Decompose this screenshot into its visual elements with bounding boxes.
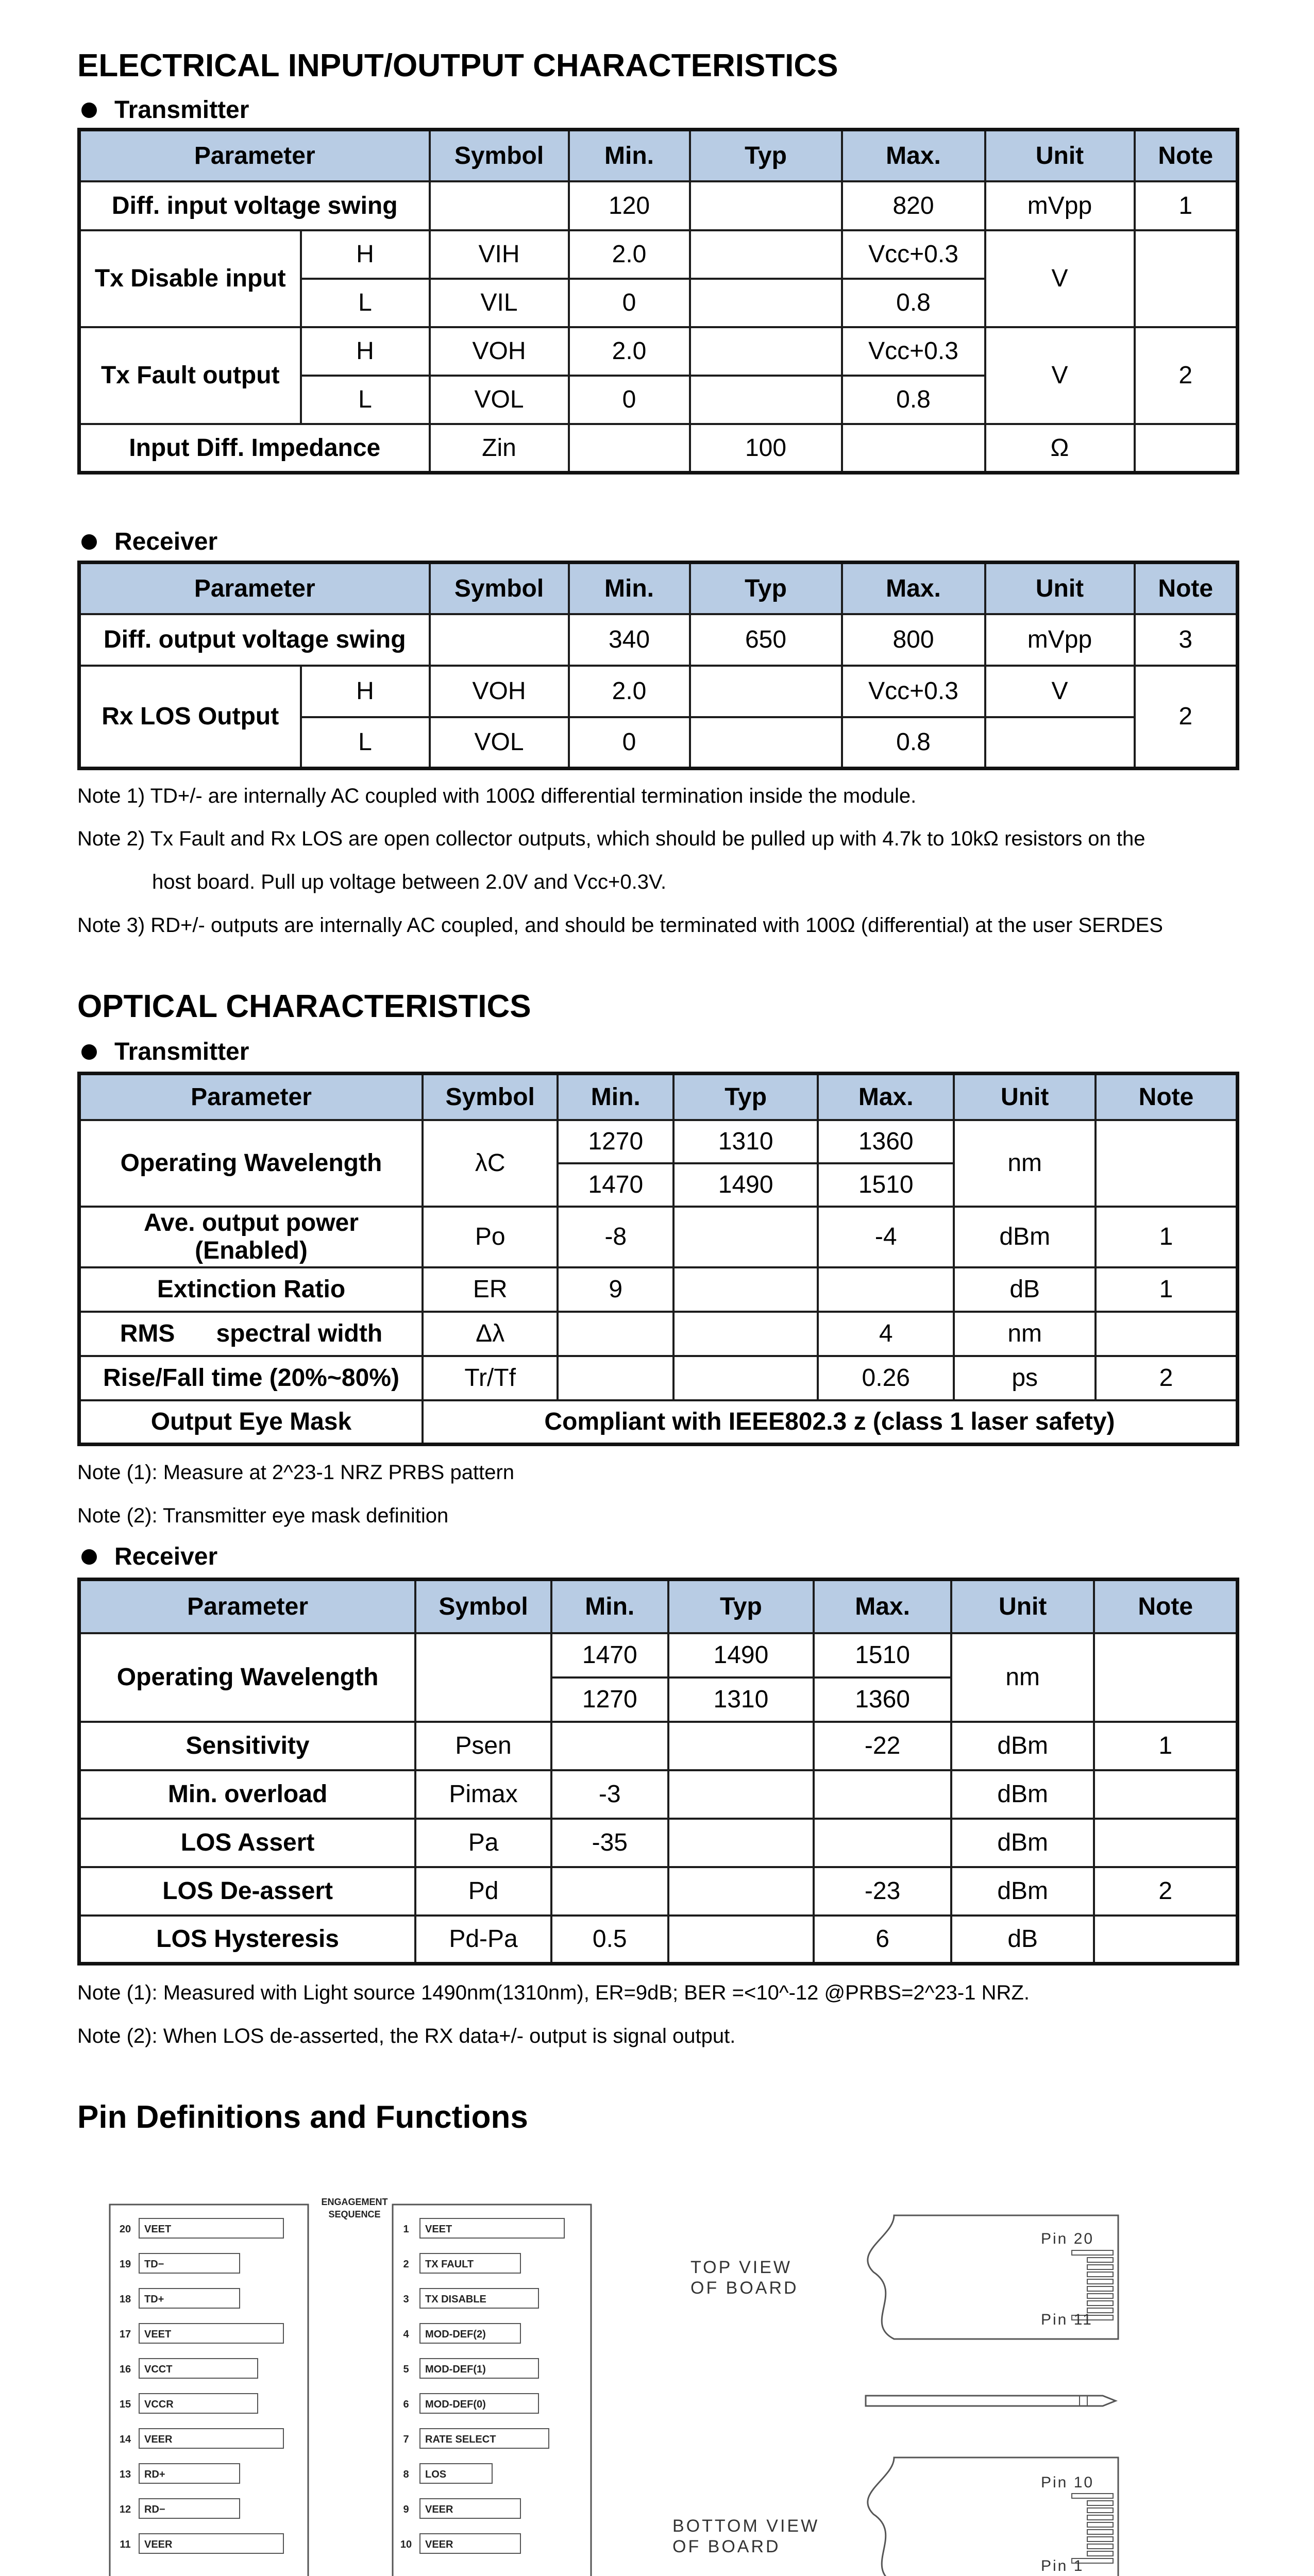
pin11-label: Pin 11	[1041, 2311, 1093, 2328]
top-board-pads	[1072, 2250, 1113, 2320]
header-note: Note	[1094, 1580, 1237, 1633]
optical-rx-note-2: Note (2): When LOS de-asserted, the RX data+/- output is signal output.	[77, 2025, 736, 2047]
contact-pad	[1072, 2250, 1113, 2255]
table-row: L VOL 0 0.8	[79, 376, 1238, 424]
header-min: Min.	[558, 1074, 673, 1120]
header-typ: Typ	[690, 130, 842, 181]
pin-label: VEET	[144, 2329, 172, 2340]
header-max: Max.	[818, 1074, 954, 1120]
pin-number: 16	[119, 2364, 131, 2375]
contact-pad	[1087, 2544, 1113, 2549]
top-view-label-1: TOP VIEW	[690, 2258, 793, 2277]
electrical-tx-label: Transmitter	[77, 96, 249, 124]
pin-number: 15	[119, 2399, 131, 2410]
electrical-rx-table	[77, 561, 1239, 770]
table-row: RMS spectral width Δλ 4 nm	[79, 1312, 1238, 1356]
pin-label: RD+	[144, 2469, 165, 2480]
pin-number: 10	[400, 2539, 412, 2550]
header-min: Min.	[551, 1580, 668, 1633]
pin-number: 1	[403, 2224, 409, 2235]
table-row: Output Eye Mask Compliant with IEEE802.3 z (class 1 laser safety)	[79, 1400, 1238, 1445]
pin-label: VEER	[425, 2504, 453, 2515]
optical-rx-label: Receiver	[77, 1543, 217, 1571]
header-max: Max.	[842, 563, 985, 614]
electrical-note-2a: Note 2) Tx Fault and Rx LOS are open collector outputs, which should be pulled up with 4.7k to 10kΩ resistors on the	[77, 827, 1145, 850]
pin-label: MOD-DEF(1)	[425, 2364, 486, 2375]
header-note: Note	[1135, 563, 1238, 614]
contact-pad	[1072, 2494, 1113, 2498]
header-symbol: Symbol	[415, 1580, 551, 1633]
engagement-label-2: SEQUENCE	[328, 2209, 381, 2219]
contact-pad	[1087, 2522, 1113, 2527]
pin-number: 7	[403, 2434, 409, 2445]
table-row: Operating Wavelength λC 1270 1310 1360 nm	[79, 1120, 1238, 1163]
contact-pad	[1087, 2286, 1113, 2291]
electrical-rx-label: Receiver	[77, 528, 217, 556]
engagement-label-1: ENGAGEMENT	[321, 2197, 388, 2207]
header-max: Max.	[814, 1580, 951, 1633]
pin-label: VCCT	[144, 2364, 173, 2375]
contact-pad	[1087, 2530, 1113, 2534]
pin-number: 3	[403, 2294, 409, 2305]
pin-label: TX FAULT	[425, 2259, 474, 2270]
header-max: Max.	[842, 130, 985, 181]
table-row: Rx LOS Output H VOH 2.0 Vcc+0.3 V 2	[79, 666, 1238, 717]
pin-number: 8	[403, 2469, 409, 2480]
table-row: Rise/Fall time (20%~80%) Tr/Tf 0.26 ps 2	[79, 1356, 1238, 1400]
contact-pad	[1087, 2279, 1113, 2284]
pin-label: VCCR	[144, 2399, 174, 2410]
table-row: Tx Disable input H VIH 2.0 Vcc+0.3 V	[79, 230, 1238, 279]
pin-number: 9	[403, 2504, 409, 2515]
header-symbol: Symbol	[423, 1074, 558, 1120]
header-symbol: Symbol	[430, 563, 569, 614]
table-row: Input Diff. Impedance Zin 100 Ω	[79, 424, 1238, 473]
header-parameter: Parameter	[79, 563, 430, 614]
bullet-icon	[81, 1044, 97, 1060]
pin-diagram	[77, 2190, 1237, 2576]
table-row: L VIL 0 0.8	[79, 279, 1238, 327]
board-side-profile	[866, 2396, 1116, 2406]
pin-number: 17	[119, 2329, 131, 2340]
contact-pad	[1087, 2551, 1113, 2556]
table-row: Diff. input voltage swing 120 820 mVpp 1	[79, 181, 1238, 230]
electrical-note-2b: host board. Pull up voltage between 2.0V and Vcc+0.3V.	[152, 871, 667, 893]
pin-number: 13	[119, 2469, 131, 2480]
contact-pad	[1087, 2301, 1113, 2306]
electrical-note-1: Note 1) TD+/- are internally AC coupled with 100Ω differential termination inside the module.	[77, 785, 917, 807]
contact-pad	[1087, 2537, 1113, 2541]
contact-pad	[1087, 2515, 1113, 2520]
pin-number: 14	[119, 2434, 131, 2445]
contact-pad	[1087, 2258, 1113, 2262]
pins-title: Pin Definitions and Functions	[77, 2099, 528, 2135]
left-pin-list	[120, 2218, 283, 2553]
header-unit: Unit	[954, 1074, 1096, 1120]
right-pin-list	[400, 2218, 564, 2553]
header-unit: Unit	[985, 563, 1135, 614]
bottom-of-board-box	[393, 2205, 591, 2576]
pin1-label: Pin 1	[1041, 2557, 1084, 2574]
optical-tx-table	[77, 1072, 1239, 1446]
pin20-label: Pin 20	[1041, 2230, 1094, 2247]
pin-number: 11	[120, 2539, 131, 2550]
pin-number: 4	[403, 2329, 409, 2340]
header-parameter: Parameter	[79, 1580, 416, 1633]
contact-pad	[1087, 2294, 1113, 2298]
bottom-view-label-1: BOTTOM VIEW	[672, 2516, 820, 2536]
pin-label: VEET	[144, 2224, 172, 2235]
header-symbol: Symbol	[430, 130, 569, 181]
header-note: Note	[1135, 130, 1238, 181]
electrical-title: ELECTRICAL INPUT/OUTPUT CHARACTERISTICS	[77, 48, 838, 83]
table-row: L VOL 0 0.8	[79, 717, 1238, 769]
optical-tx-note-1: Note (1): Measure at 2^23-1 NRZ PRBS pattern	[77, 1461, 515, 1484]
pin10-label: Pin 10	[1041, 2474, 1094, 2491]
pin-label: RD−	[144, 2504, 165, 2515]
optical-rx-note-1: Note (1): Measured with Light source 1490nm(1310nm), ER=9dB; BER =<10^-12 @PRBS=2^23-1 NRZ.	[77, 1981, 1030, 2004]
pin-label: TD+	[144, 2294, 164, 2305]
table-row: Ave. output power (Enabled) Po -8 -4 dBm 1	[79, 1207, 1238, 1267]
pin-label: VEET	[425, 2224, 452, 2235]
electrical-note-3: Note 3) RD+/- outputs are internally AC coupled, and should be terminated with 100Ω (differential) at the user SERDES	[77, 914, 1163, 937]
contact-pad	[1087, 2501, 1113, 2505]
table-row: LOS Assert Pa -35 dBm	[79, 1819, 1238, 1867]
contact-pad	[1087, 2508, 1113, 2513]
pin-label: TX DISABLE	[425, 2294, 486, 2305]
header-typ: Typ	[690, 563, 842, 614]
optical-tx-note-2: Note (2): Transmitter eye mask definition	[77, 1504, 449, 1527]
pin-label: MOD-DEF(2)	[425, 2329, 486, 2340]
pin-label: RATE SELECT	[425, 2434, 496, 2445]
header-parameter: Parameter	[79, 1074, 423, 1120]
header-min: Min.	[569, 130, 690, 181]
contact-pad	[1087, 2265, 1113, 2269]
bottom-view-label-2: OF BOARD	[672, 2537, 781, 2556]
table-row: Extinction Ratio ER 9 dB 1	[79, 1267, 1238, 1312]
pin-number: 12	[119, 2504, 131, 2515]
table-row: Operating Wavelength 1470 1490 1510 nm	[79, 1633, 1238, 1677]
pin-label: VEER	[425, 2539, 453, 2550]
header-min: Min.	[569, 563, 690, 614]
pin-label: MOD-DEF(0)	[425, 2399, 486, 2410]
table-row: LOS De-assert Pd -23 dBm 2	[79, 1867, 1238, 1916]
optical-rx-table	[77, 1578, 1239, 1965]
pin-label: VEER	[144, 2539, 173, 2550]
pin-number: 6	[403, 2399, 409, 2410]
header-unit: Unit	[951, 1580, 1094, 1633]
optical-title: OPTICAL CHARACTERISTICS	[77, 989, 531, 1024]
pin-label: LOS	[425, 2469, 447, 2480]
pin-number: 18	[119, 2294, 131, 2305]
table-row: Sensitivity Psen -22 dBm 1	[79, 1722, 1238, 1770]
bullet-icon	[81, 103, 97, 118]
header-typ: Typ	[673, 1074, 818, 1120]
bottom-board-pads	[1072, 2494, 1113, 2563]
electrical-tx-table	[77, 128, 1239, 474]
pin-label: VEER	[144, 2434, 173, 2445]
table-row: LOS Hysteresis Pd-Pa 0.5 6 dB	[79, 1916, 1238, 1964]
table-row: Diff. output voltage swing 340 650 800 mVpp 3	[79, 614, 1238, 666]
header-note: Note	[1096, 1074, 1237, 1120]
pin-number: 5	[403, 2364, 409, 2375]
table-row: Tx Fault output H VOH 2.0 Vcc+0.3 V 2	[79, 327, 1238, 376]
header-parameter: Parameter	[79, 130, 430, 181]
table-row: Min. overload Pimax -3 dBm	[79, 1770, 1238, 1819]
table-row: 1270 1310 1360	[79, 1677, 1238, 1722]
top-view-label-2: OF BOARD	[690, 2278, 799, 2298]
table-row: 1470 1490 1510	[79, 1163, 1238, 1207]
pin-number: 20	[119, 2224, 131, 2235]
pin-label: TD−	[144, 2259, 164, 2270]
bullet-icon	[81, 534, 97, 550]
optical-tx-label: Transmitter	[77, 1038, 249, 1066]
bullet-icon	[81, 1549, 97, 1565]
header-unit: Unit	[985, 130, 1135, 181]
contact-pad	[1087, 2272, 1113, 2277]
pin-number: 19	[119, 2259, 131, 2270]
pin-number: 2	[403, 2259, 409, 2270]
header-typ: Typ	[668, 1580, 814, 1633]
